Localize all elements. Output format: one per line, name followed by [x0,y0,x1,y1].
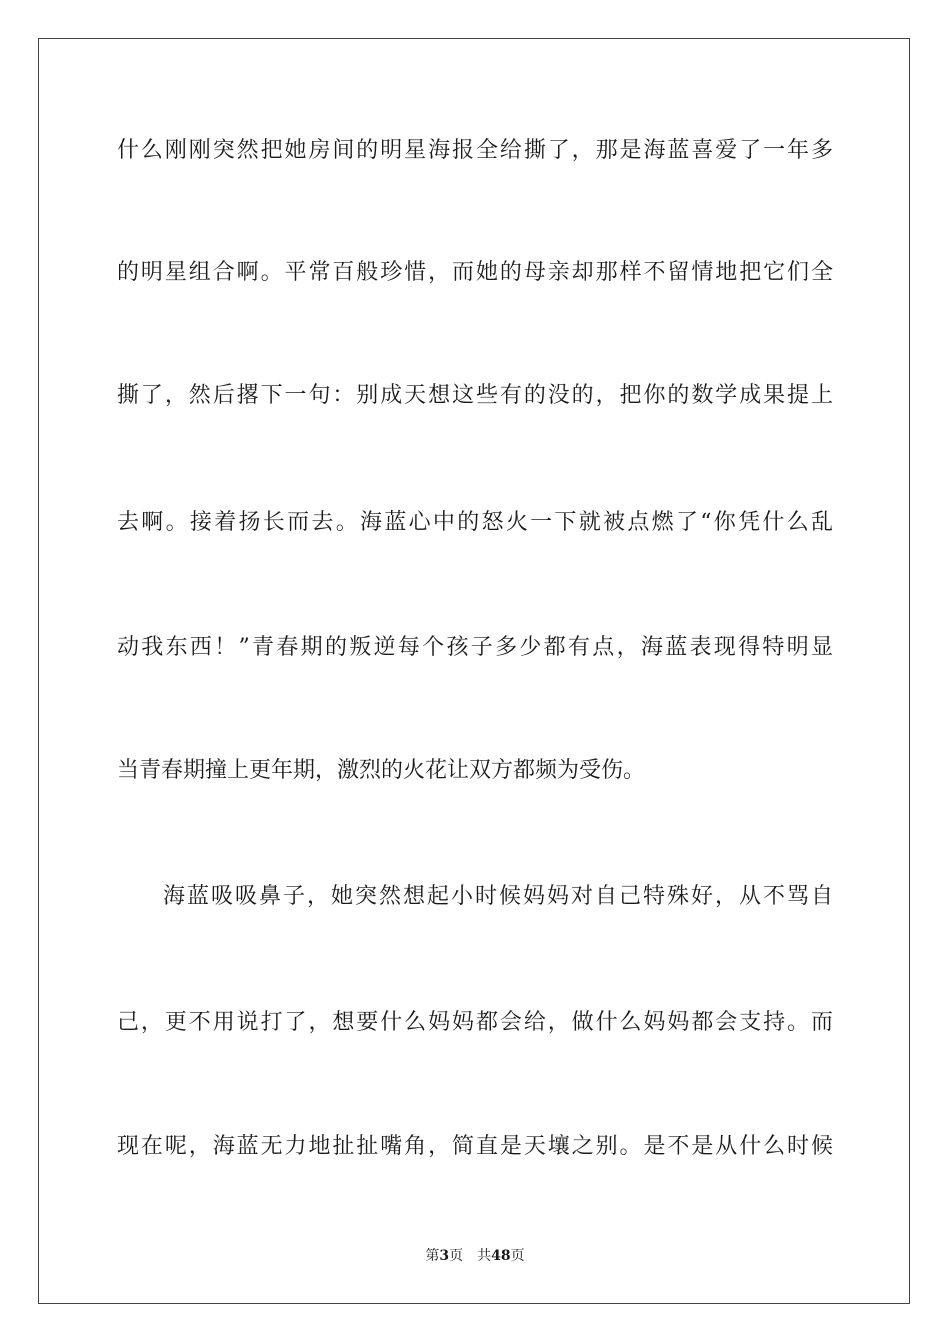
text-line: 的明星组合啊。平常百般珍惜，而她的母亲却那样不留情地把它们全 [117,260,833,285]
text-line: 现在呢，海蓝无力地扯扯嘴角，简直是天壤之别。是不是从什么时候 [117,1134,833,1159]
total-pages: 48 [491,1248,511,1264]
text-line: 撕了，然后撂下一句：别成天想这些有的没的，把你的数学成果提上 [117,383,833,408]
page-number: 3 [439,1248,450,1264]
page-prefix: 第 [425,1248,440,1264]
text-line: 什么刚刚突然把她房间的明星海报全给撕了，那是海蓝喜爱了一年多 [117,138,833,163]
total-prefix: 共 [477,1248,492,1264]
text-line: 当青春期撞上更年期，激烈的火花让双方都频为受伤。 [117,758,646,783]
text-line: 海蓝吸吸鼻子，她突然想起小时候妈妈对自己特殊好，从不骂自 [163,884,833,909]
total-suffix: 页 [510,1248,525,1264]
text-line: 去啊。接着扬长而去。海蓝心中的怒火一下就被点燃了“你凭什么乱 [117,510,833,535]
page-footer [0,1246,950,1266]
page-suffix: 页 [449,1248,464,1264]
text-line: 动我东西！”青春期的叛逆每个孩子多少都有点，海蓝表现得特明显 [117,635,833,660]
page-border [38,38,910,1304]
text-line: 己，更不用说打了，想要什么妈妈都会给，做什么妈妈都会支持。而 [117,1010,833,1035]
